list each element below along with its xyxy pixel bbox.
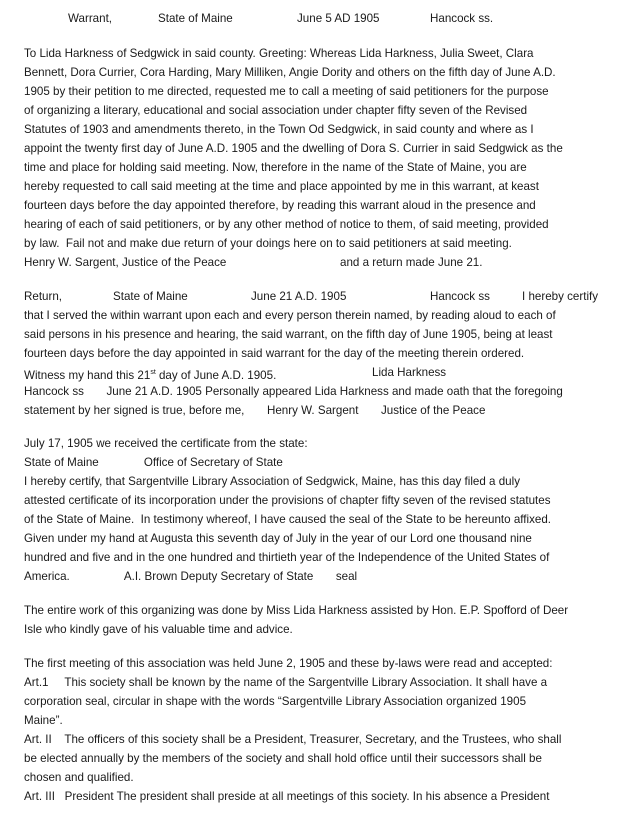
warrant-body-line: To Lida Harkness of Sedgwick in said county. Greeting: Whereas Lida Harkness, Julia Sweet, Clara [24, 47, 534, 60]
affidavit-line: Hancock ss June 21 A.D. 1905 Personally appeared Lida Harkness and made oath that the foregoing [24, 385, 563, 398]
affidavit-line: statement by her signed is true, before me, Henry W. Sargent Justice of the Peace [24, 404, 486, 417]
bylaws-line: chosen and qualified. [24, 771, 134, 784]
warrant-signature: Henry W. Sargent, Justice of the Peace [24, 256, 227, 269]
warrant-body-line: fourteen days before the day appointed therefore, by reading this warrant aloud in the presence and [24, 199, 536, 212]
witness-superscript: st [150, 369, 156, 376]
return-label: Return, [24, 290, 63, 303]
warrant-body-line: appoint the twenty first day of June A.D. 1905 and the dwelling of Dora S. Currier in said Sedgwick as the [24, 142, 563, 155]
bylaws-line: Art.1 This society shall be known by the name of the Sargentville Library Association. It shall have a [24, 676, 548, 689]
warrant-body-line: hereby requested to call said meeting at the time and place appointed by me in this warrant, at keast [24, 180, 539, 193]
return-state: State of Maine [113, 290, 188, 303]
witness-signer: Lida Harkness [372, 366, 447, 379]
witness-suffix: day of June A.D. 1905. [155, 368, 277, 382]
warrant-body-line: hearing of each of said petitioners, or by any other method of notice to them, of said meeting, provided [24, 218, 549, 231]
return-certify: I hereby certify [522, 290, 599, 303]
return-county: Hancock ss [430, 290, 490, 303]
return-body-line: said persons in his presence and hearing, the said warrant, on the fifth day of June 1905, being at least [24, 328, 553, 341]
certificate-line: America. A.I. Brown Deputy Secretary of State seal [24, 570, 358, 583]
warrant-body-line: Bennett, Dora Currier, Cora Harding, Mary Milliken, Angie Dority and others on the fifth day of June A.D. [24, 66, 556, 79]
bylaws-line: Art. III President The president shall preside at all meetings of this society. In his absence a President [24, 790, 550, 803]
bylaws-line: Maine”. [24, 714, 63, 727]
certificate-line: attested certificate of its incorporation under the provisions of chapter fifty seven of the revised statutes [24, 494, 551, 507]
organizing-line: The entire work of this organizing was done by Miss Lida Harkness assisted by Hon. E.P. Spofford of Deer [24, 604, 569, 617]
bylaws-line: Art. II The officers of this society shall be a President, Treasurer, Secretary, and the Trustees, who shall [24, 733, 562, 746]
warrant-body-line: 1905 by their petition to me directed, requested me to call a meeting of said petitioners for the purpose [24, 85, 549, 98]
certificate-line: hundred and five and in the one hundred and thirtieth year of the Independence of the United States of [24, 551, 550, 564]
warrant-body-line: time and place for holding said meeting. Now, therefore in the name of the State of Maine, you are [24, 161, 527, 174]
witness-line [24, 366, 276, 383]
certificate-line: Given under my hand at Augusta this seventh day of July in the year of our Lord one thousand nine [24, 532, 532, 545]
bylaws-line: be elected annually by the members of the society and shall hold office until their successors shall be [24, 752, 542, 765]
warrant-county: Hancock ss. [430, 12, 494, 25]
warrant-state: State of Maine [158, 12, 233, 25]
certificate-line: State of Maine Office of Secretary of State [24, 456, 283, 469]
bylaws-line: corporation seal, circular in shape with the words “Sargentville Library Association organized 1905 [24, 695, 527, 708]
warrant-body-line: of organizing a literary, educational and social association under chapter fifty seven of the Revised [24, 104, 528, 117]
return-date: June 21 A.D. 1905 [251, 290, 347, 303]
warrant-label: Warrant, [68, 12, 113, 25]
warrant-body-line: Statutes of 1903 and amendments thereto, in the Town Od Sedgwick, in said county and where as I [24, 123, 534, 136]
organizing-line: Isle who kindly gave of his valuable time and advice. [24, 623, 293, 636]
warrant-body-line: by law. Fail not and make due return of your doings here on to said petitioners at said meeting. [24, 237, 512, 250]
certificate-line: of the State of Maine. In testimony whereof, I have caused the seal of the State to be hereunto affixed. [24, 513, 551, 526]
return-body-line: fourteen days before the day appointed in said warrant for the day of the meeting therein ordered. [24, 347, 525, 360]
certificate-line: I hereby certify, that Sargentville Library Association of Sedgwick, Maine, has this day filed a duly [24, 475, 520, 488]
witness-prefix: Witness my hand this 21 [24, 368, 151, 382]
warrant-date: June 5 AD 1905 [297, 12, 380, 25]
bylaws-line: The first meeting of this association was held June 2, 1905 and these by-laws were read and accepted: [24, 657, 553, 670]
warrant-return-note: and a return made June 21. [340, 256, 483, 269]
return-body-line: that I served the within warrant upon each and every person therein named, by reading aloud to each of [24, 309, 556, 322]
certificate-line: July 17, 1905 we received the certificate from the state: [24, 437, 308, 450]
